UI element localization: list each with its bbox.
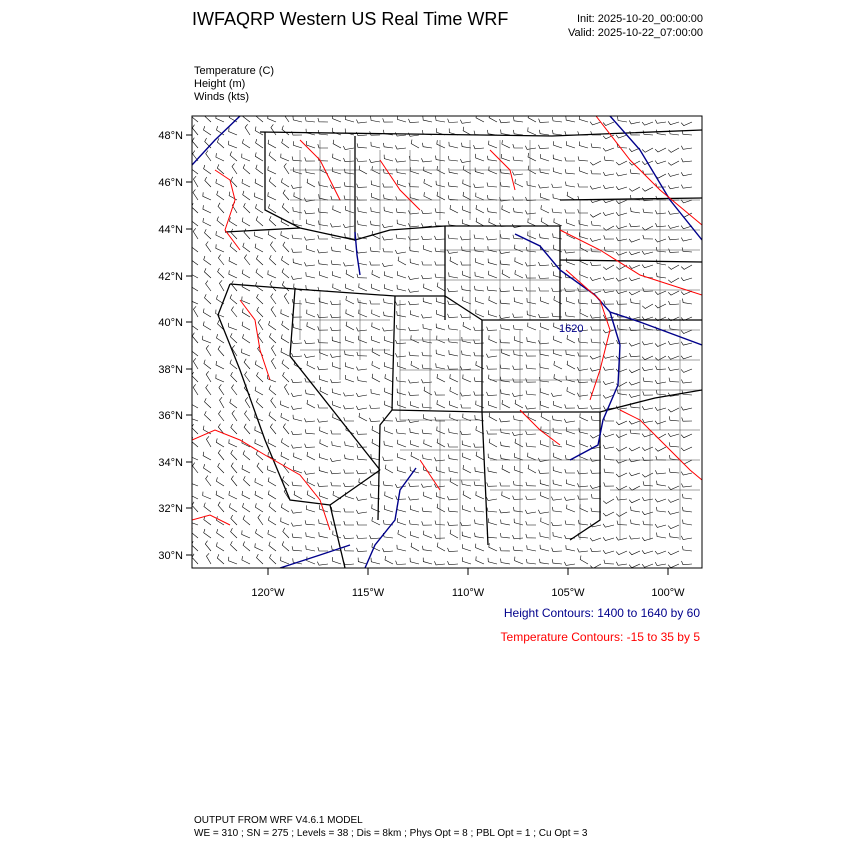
field-temperature: Temperature (C) [194, 65, 275, 77]
lat-label-32: 32°N [158, 503, 183, 515]
height-contour-label: 1620 [559, 323, 584, 335]
lat-label-48: 48°N [158, 130, 183, 142]
lon-label-120: 120°W [251, 587, 285, 599]
height-contour-legend: Height Contours: 1400 to 1640 by 60 [503, 606, 700, 620]
lat-label-36: 36°N [158, 410, 183, 422]
lat-label-34: 34°N [158, 457, 183, 469]
lat-label-38: 38°N [158, 364, 183, 376]
temperature-contour-legend: Temperature Contours: -15 to 35 by 5 [500, 630, 700, 644]
model-info-line1: OUTPUT FROM WRF V4.6.1 MODEL [194, 815, 363, 826]
lat-label-46: 46°N [158, 177, 183, 189]
valid-time: Valid: 2025-10-22_07:00:00 [568, 27, 703, 39]
plot-title: IWFAQRP Western US Real Time WRF [192, 9, 509, 29]
field-height: Height (m) [194, 78, 246, 90]
lat-label-44: 44°N [158, 224, 183, 236]
lon-label-110: 110°W [451, 587, 485, 599]
lon-label-100: 100°W [651, 587, 685, 599]
field-winds: Winds (kts) [194, 91, 249, 103]
init-time: Init: 2025-10-20_00:00:00 [577, 13, 703, 25]
lat-label-42: 42°N [158, 271, 183, 283]
lon-label-105: 105°W [551, 587, 585, 599]
lon-label-115: 115°W [351, 587, 385, 599]
model-info-line2: WE = 310 ; SN = 275 ; Levels = 38 ; Dis = 8km ; Phys Opt = 8 ; PBL Opt = 1 ; Cu Opt = 3 [194, 828, 588, 839]
lat-label-30: 30°N [158, 550, 183, 562]
lat-label-40: 40°N [158, 317, 183, 329]
